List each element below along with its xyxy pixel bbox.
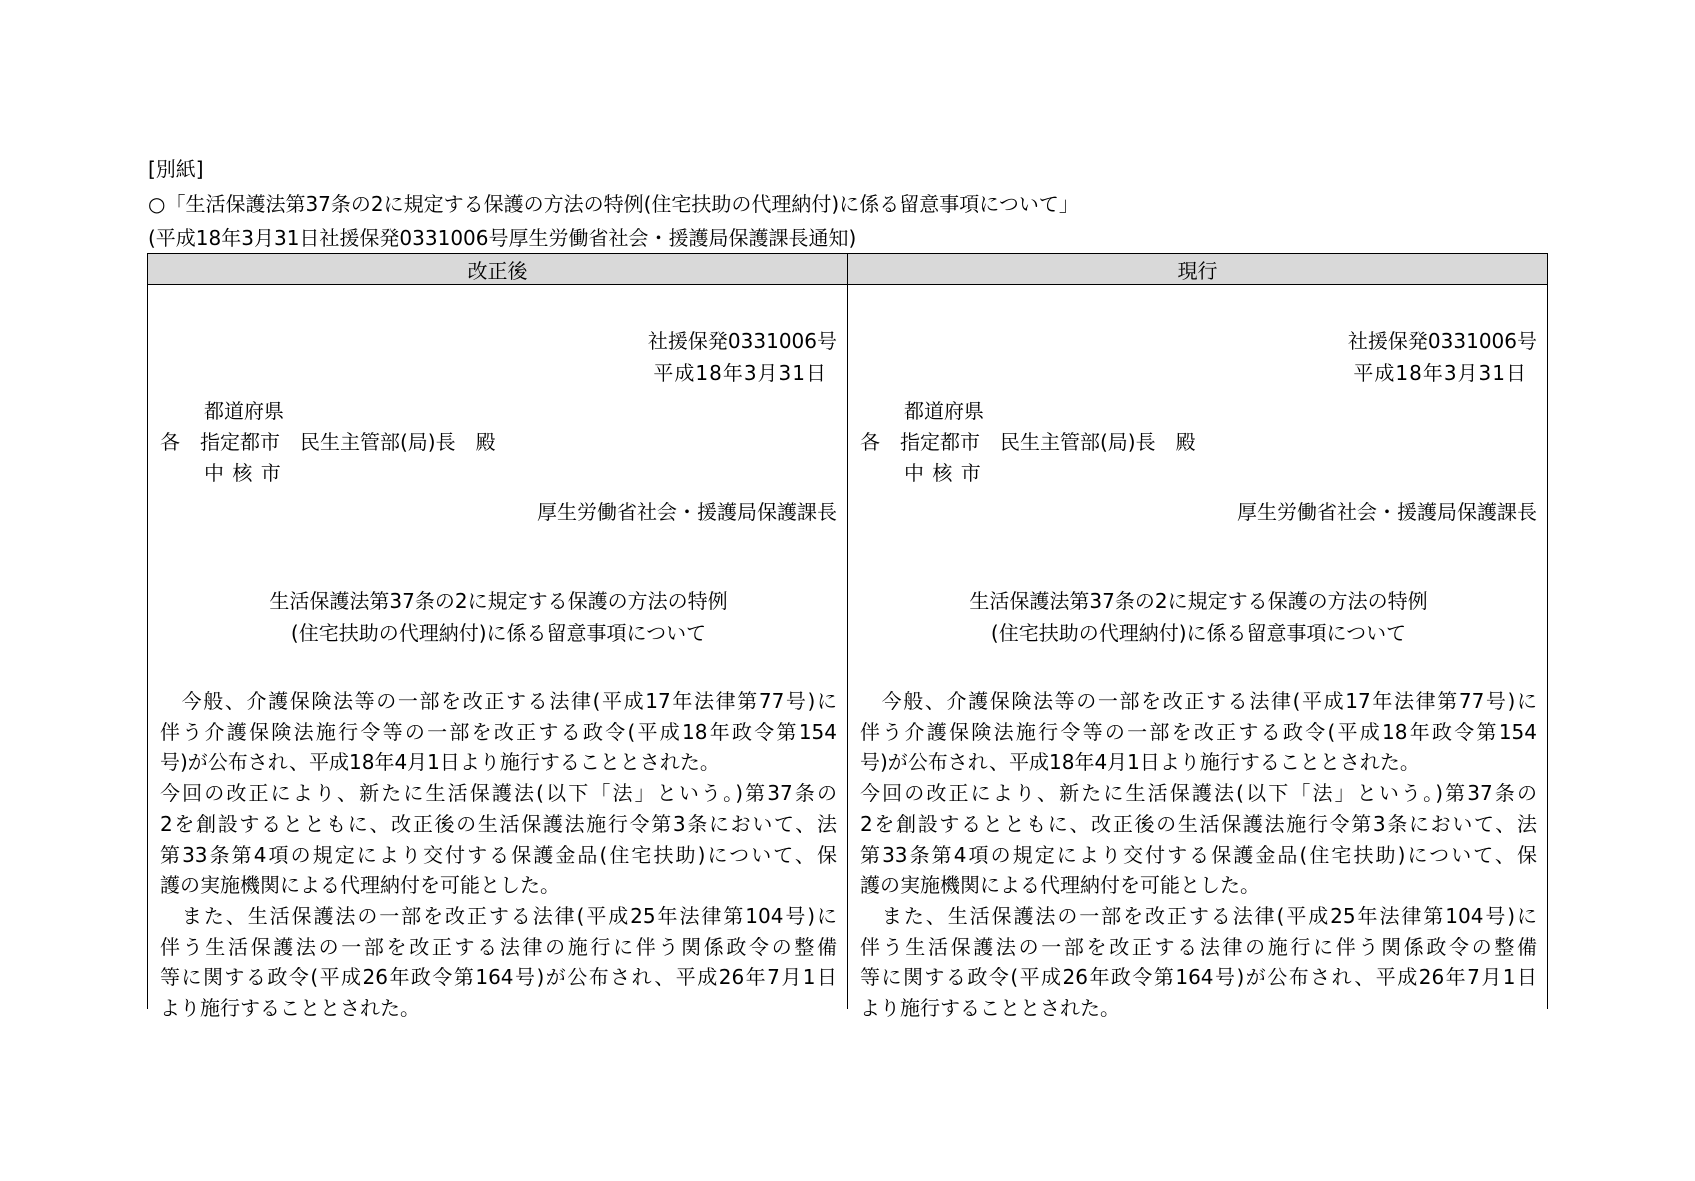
- addressee-line: 中 核 市: [904, 461, 982, 485]
- comparison-table: [147, 253, 1548, 1020]
- body-line: 今回の改正により、新たに生活保護法(以下「法」という。)第37条の: [860, 781, 1537, 806]
- cell-current: [848, 285, 1548, 1020]
- addressee-line: 都道府県: [204, 399, 284, 423]
- addressee-line: 都道府県: [904, 399, 984, 423]
- source-notice: (平成18年3月31日社援保発0331006号厚生労働省社会・援護局保護課長通知): [148, 226, 857, 250]
- body-line: 号)が公布され、平成18年4月1日より施行することとされた。: [860, 750, 1420, 775]
- table-header-row: [148, 254, 1548, 285]
- column-header-revised: 改正後: [148, 254, 848, 285]
- body-line: 等に関する政令(平成26年政令第164号)が公布され、平成26年7月1日: [860, 965, 1537, 990]
- body-line: 今般、介護保険法等の一部を改正する法律(平成17年法律第77号)に: [160, 689, 837, 713]
- subject-line: 生活保護法第37条の2に規定する保護の方法の特例: [269, 589, 728, 613]
- addressee-line: 各 指定都市 民生主管部(局)長 殿: [160, 430, 496, 454]
- current-text: [860, 285, 1537, 1020]
- addressee-line: 中 核 市: [204, 461, 282, 485]
- attachment-label: [別紙]: [148, 157, 204, 181]
- body-line: 伴う介護保険法施行令等の一部を改正する政令(平成18年政令第154: [160, 719, 837, 744]
- body-line: より施行することとされた。: [860, 996, 1120, 1020]
- body-line: 2を創設するとともに、改正後の生活保護法施行令第3条において、法: [860, 811, 1537, 836]
- body-line: 護の実施機関による代理納付を可能とした。: [860, 873, 1260, 898]
- doc-date: 平成18年3月31日: [1353, 361, 1527, 385]
- doc-date: 平成18年3月31日: [653, 361, 827, 385]
- cell-revised: [148, 285, 848, 1020]
- body-line: 今回の改正により、新たに生活保護法(以下「法」という。)第37条の: [160, 781, 837, 806]
- body-line: 伴う介護保険法施行令等の一部を改正する政令(平成18年政令第154: [860, 719, 1537, 744]
- body-line: 第33条第4項の規定により交付する保護金品(住宅扶助)について、保: [860, 842, 1537, 867]
- body-line: 護の実施機関による代理納付を可能とした。: [160, 873, 560, 898]
- body-line: 第33条第4項の規定により交付する保護金品(住宅扶助)について、保: [160, 842, 837, 867]
- doc-number: 社援保発0331006号: [647, 329, 837, 353]
- sender: 厚生労働省社会・援護局保護課長: [537, 500, 837, 524]
- addressee-line: 各 指定都市 民生主管部(局)長 殿: [860, 430, 1196, 454]
- column-header-current: 現行: [848, 254, 1548, 285]
- body-line: 号)が公布され、平成18年4月1日より施行することとされた。: [160, 750, 720, 775]
- sender: 厚生労働省社会・援護局保護課長: [1237, 500, 1537, 524]
- revised-text: [160, 285, 837, 1020]
- body-line: より施行することとされた。: [160, 996, 420, 1020]
- body-line: 伴う生活保護法の一部を改正する法律の施行に伴う関係政令の整備: [860, 934, 1537, 959]
- table-row: [148, 285, 1548, 1010]
- body-line: また、生活保護法の一部を改正する法律(平成25年法律第104号)に: [860, 903, 1537, 928]
- body-line: 等に関する政令(平成26年政令第164号)が公布され、平成26年7月1日: [160, 965, 837, 990]
- subject-line: 生活保護法第37条の2に規定する保護の方法の特例: [969, 589, 1428, 613]
- body-line: また、生活保護法の一部を改正する法律(平成25年法律第104号)に: [160, 903, 837, 928]
- body-line: 2を創設するとともに、改正後の生活保護法施行令第3条において、法: [160, 811, 837, 836]
- body-line: 伴う生活保護法の一部を改正する法律の施行に伴う関係政令の整備: [160, 934, 837, 959]
- document-title: ○「生活保護法第37条の2に規定する保護の方法の特例(住宅扶助の代理納付)に係る留意事項について」: [148, 192, 1079, 216]
- subject-line: (住宅扶助の代理納付)に係る留意事項について: [290, 621, 707, 645]
- doc-number: 社援保発0331006号: [1347, 329, 1537, 353]
- body-line: 今般、介護保険法等の一部を改正する法律(平成17年法律第77号)に: [860, 689, 1537, 713]
- subject-line: (住宅扶助の代理納付)に係る留意事項について: [990, 621, 1407, 645]
